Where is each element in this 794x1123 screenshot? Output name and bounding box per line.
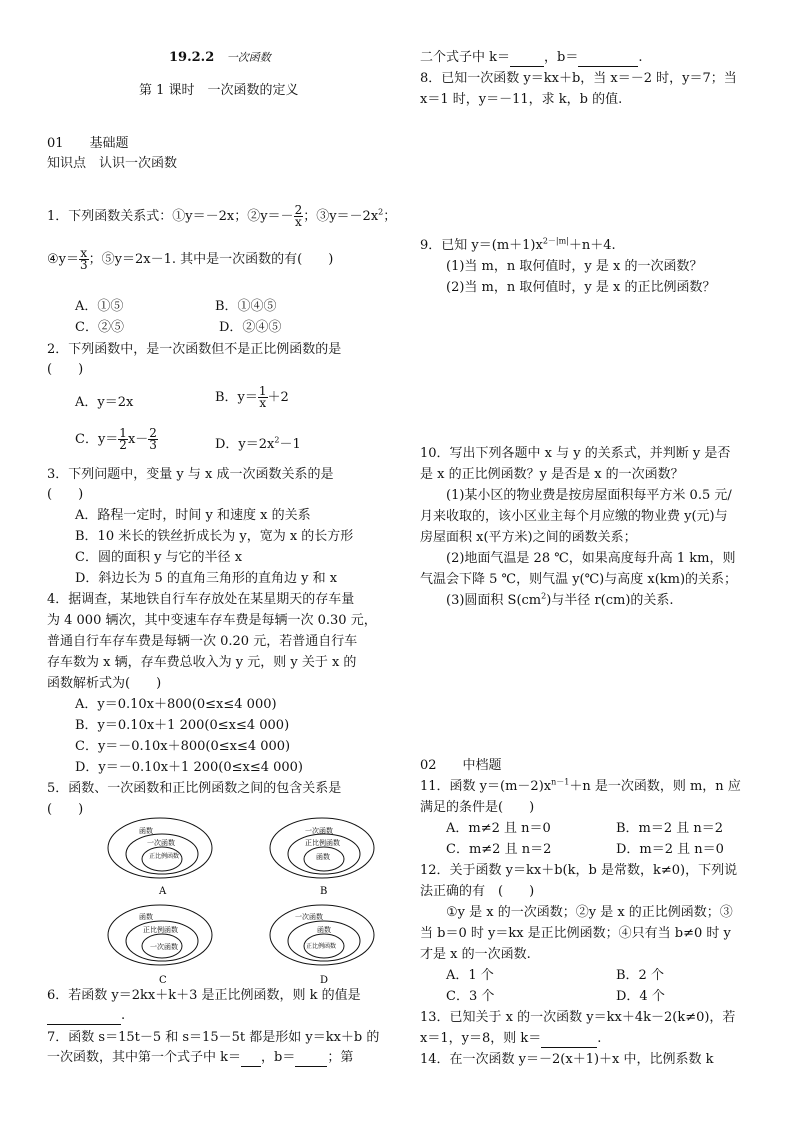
diagram-c-outer-label: 函数 — [139, 913, 153, 921]
q9-line1 — [420, 237, 616, 255]
diagram-d[interactable] — [270, 905, 374, 986]
q2-line1: 2．下列函数中，是一次函数但不是正比例函数的是 — [47, 342, 342, 357]
q4-line3: 普通自行车存车费是每辆一次 0.20 元，若普通自行车 — [47, 634, 358, 649]
q9-sub1: (1)当 m，n 取何值时，y 是 x 的一次函数？ — [446, 259, 703, 274]
q10-line6: (2)地面气温是 28 ℃，如果高度每升高 1 km，则 — [446, 551, 736, 566]
diagram-b[interactable] — [270, 818, 374, 897]
q12-option-c[interactable]: C．3 个 — [446, 989, 495, 1004]
q4-option-b[interactable]: B．y＝0.10x＋1 200(0≤x≤4 000) — [75, 718, 290, 733]
q9-sub2: (2)当 m，n 取何值时，y 是 x 的正比例函数？ — [446, 280, 716, 295]
q2-option-c[interactable] — [75, 428, 158, 451]
q6-line2 — [47, 1007, 125, 1025]
q11-text-a: 11．函数 y＝(m－2)x — [420, 779, 552, 794]
q2-option-d-text: D．y＝2x — [215, 437, 275, 452]
q7-line2 — [47, 1049, 353, 1067]
q12-line5: 才是 x 的一次函数. — [420, 947, 531, 962]
q12-line4: 当 b＝0 时 y＝kx 是正比例函数；④只有当 b≠0 时 y — [420, 926, 731, 941]
q11-line1 — [420, 778, 741, 796]
q4-option-a[interactable]: A．y＝0.10x＋800(0≤x≤4 000) — [75, 697, 277, 712]
q2-option-b-text: B．y＝ — [215, 390, 258, 405]
diagram-a-letter: A — [159, 886, 167, 897]
q4-line1: 4．据调查，某地铁自行车存放处在某星期天的存车量 — [47, 592, 355, 607]
q2-option-c-fraction-1: $\frac{1}{2}$ — [119, 426, 127, 452]
q1-text-c: ； — [383, 209, 397, 224]
q3-option-b[interactable]: B．10 米长的铁丝折成长为 y，宽为 x 的长方形 — [75, 529, 354, 544]
q5-line2: ( ) — [47, 802, 84, 817]
q10-line2: 是 x 的正比例函数？y 是否是 x 的一次函数？ — [420, 467, 684, 482]
q9-text-a: 9．已知 y＝(m＋1)x — [420, 238, 543, 253]
q2-option-d-tail: －1 — [279, 437, 301, 452]
q5-line1: 5．函数、一次函数和正比例函数之间的包含关系是 — [47, 781, 342, 796]
q8-line2: x＝1 时，y＝－11，求 k，b 的值. — [420, 92, 623, 107]
q1-exponent: 2 — [378, 207, 384, 217]
q7-line3 — [420, 49, 642, 67]
q7-first-k-blank[interactable] — [241, 1052, 261, 1067]
q10-line8-text-a: (3)圆面积 S(cm — [446, 593, 542, 608]
diagram-c[interactable] — [108, 905, 212, 986]
q11-option-a[interactable]: A．m≠2 且 n＝0 — [446, 821, 551, 836]
q12-option-a[interactable]: A．1 个 — [446, 968, 494, 983]
q3-option-a[interactable]: A．路程一定时，时间 y 和速度 x 的关系 — [75, 508, 311, 523]
lesson-title: 第 1 课时 一次函数的定义 — [139, 83, 299, 98]
q2-option-c-text: C．y＝ — [75, 432, 119, 447]
q13-line1: 13．已知关于 x 的一次函数 y＝kx＋4k－2(k≠0)，若 — [420, 1010, 736, 1025]
q1-line1 — [47, 205, 396, 228]
q1-option-a[interactable]: A．①⑤ — [75, 299, 124, 314]
q10-line8 — [446, 592, 674, 610]
diagram-d-outer-label: 一次函数 — [295, 913, 323, 921]
q6-answer-blank[interactable] — [47, 1010, 121, 1025]
q7-second-k-blank[interactable] — [510, 52, 544, 67]
q10-line4: 月来收取的，该小区业主每个月应缴的物业费 y(元)与 — [420, 509, 728, 524]
q3-line1: 3．下列问题中，变量 y 与 x 成一次函数关系的是 — [47, 467, 334, 482]
q12-line3: ①y 是 x 的一次函数；②y 是 x 的正比例函数；③ — [446, 905, 733, 920]
q11-option-d[interactable]: D．m＝2 且 n＝0 — [616, 842, 724, 857]
q2-option-b-fraction: $\frac{1}{x}$ — [258, 384, 267, 410]
q1-fraction-1: $\frac{2}{x}$ — [294, 203, 303, 229]
page-header — [169, 49, 271, 67]
q10-line3: (1)某小区的物业费是按房屋面积每平方米 0.5 元/ — [446, 488, 732, 503]
q7-second-b-blank[interactable] — [578, 52, 638, 67]
diagram-d-letter: D — [320, 975, 329, 986]
q12-line1: 12．关于函数 y＝kx＋b(k，b 是常数，k≠0)，下列说 — [420, 863, 738, 878]
q1-line2 — [47, 248, 333, 271]
q7-line3-text-a: 二个式子中 k＝ — [420, 50, 511, 65]
q5-diagrams — [107, 815, 377, 987]
q4-line2: 为 4 000 辆次，其中变速车存车费是每辆一次 0.30 元， — [47, 613, 377, 628]
q9-text-b: ＋n＋4. — [568, 238, 616, 253]
q12-line2: 法正确的有 ( ) — [420, 884, 535, 899]
q1-text-d: ④y＝ — [47, 252, 79, 267]
q11-option-c[interactable]: C．m≠2 且 n＝2 — [446, 842, 552, 857]
diagram-d-middle-label: 函数 — [317, 926, 331, 934]
q6-line2-end: . — [121, 1008, 126, 1023]
q13-line2 — [420, 1030, 601, 1048]
q1-fraction-2: $\frac{x}{3}$ — [80, 246, 88, 272]
diagram-b-outer-label: 一次函数 — [305, 827, 333, 835]
q7-first-b-blank[interactable] — [295, 1052, 327, 1067]
knowledge-point: 知识点 认识一次函数 — [47, 156, 178, 171]
section-basic: 01 基础题 — [47, 136, 129, 151]
q1-text-e: ；⑤y＝2x－1. 其中是一次函数的有( ) — [88, 252, 334, 267]
q10-line5: 房屋面积 x(平方米)之间的函数关系； — [420, 530, 637, 545]
q9-exponent: 2－|m| — [542, 236, 569, 246]
q12-option-d[interactable]: D．4 个 — [616, 989, 665, 1004]
diagram-c-letter: C — [159, 975, 167, 986]
q2-option-c-fraction-2: $\frac{2}{3}$ — [149, 426, 157, 452]
diagram-a-outer-label: 函数 — [139, 827, 153, 835]
q7-line2-text-b: ，b＝ — [261, 1050, 296, 1065]
q4-option-c[interactable]: C．y＝－0.10x＋800(0≤x≤4 000) — [75, 739, 291, 754]
q7-line3-text-b: ，b＝ — [544, 50, 579, 65]
q7-line1: 7．函数 s＝15t－5 和 s＝15－5t 都是形如 y＝kx＋b 的 — [47, 1030, 380, 1045]
q6-line1: 6．若函数 y＝2kx＋k＋3 是正比例函数，则 k 的值是 — [47, 988, 361, 1003]
diagram-b-letter: B — [320, 886, 328, 897]
diagram-b-inner-label: 函数 — [316, 853, 330, 861]
diagram-b-middle-label: 正比例函数 — [305, 839, 340, 847]
q8-line1: 8．已知一次函数 y＝kx＋b，当 x＝－2 时，y＝7；当 — [420, 71, 737, 86]
q4-option-d[interactable]: D．y＝－0.10x＋1 200(0≤x≤4 000) — [75, 760, 304, 775]
q2-option-b-tail: ＋2 — [267, 390, 289, 405]
q3-option-c[interactable]: C．圆的面积 y 与它的半径 x — [75, 550, 243, 565]
q11-text-b: ＋n 是一次函数，则 m，n 应 — [569, 779, 741, 794]
q10-line7: 气温会下降 5 ℃，则气温 y(℃)与高度 x(km)的关系； — [420, 572, 738, 587]
q12-option-b[interactable]: B．2 个 — [616, 968, 664, 983]
q2-option-c-mid: x－ — [127, 432, 149, 447]
q2-option-a[interactable]: A．y＝2x — [75, 395, 134, 410]
q7-line2-text-a: 一次函数，其中第一个式子中 k＝ — [47, 1050, 242, 1065]
q4-line4: 存车数为 x 辆，存车费总收入为 y 元，则 y 关于 x 的 — [47, 655, 357, 670]
diagram-a-inner-label: 正比例函数 — [149, 853, 180, 860]
q1-text-b: ；③y＝－2x — [303, 209, 379, 224]
q1-option-d[interactable]: D．②④⑤ — [219, 320, 282, 335]
q2-option-b[interactable] — [215, 386, 289, 409]
q11-option-b[interactable]: B．m＝2 且 n＝2 — [616, 821, 724, 836]
diagram-a-middle-label: 一次函数 — [147, 839, 175, 847]
q10-line8-exponent: 2 — [541, 591, 547, 601]
q7-line3-text-c: . — [638, 50, 643, 65]
q2-option-d-exponent: 2 — [274, 435, 280, 445]
q11-line2: 满足的条件是( ) — [420, 800, 535, 815]
q3-option-d[interactable]: D．斜边长为 5 的直角三角形的直角边 y 和 x — [75, 571, 338, 586]
q11-exponent: n－1 — [551, 777, 570, 787]
diagram-c-middle-label: 正比例函数 — [143, 926, 178, 934]
q13-line2-end: . — [597, 1031, 602, 1046]
section-mid: 02 中档题 — [420, 758, 502, 773]
q1-option-c[interactable]: C．②⑤ — [75, 320, 124, 335]
q13-answer-blank[interactable] — [541, 1033, 597, 1048]
q2-option-d[interactable] — [215, 436, 301, 454]
q14-line1: 14．在一次函数 y＝－2(x＋1)＋x 中，比例系数 k — [420, 1052, 714, 1067]
section-topic: 一次函数 — [226, 51, 271, 64]
q10-line8-text-b: )与半径 r(cm)的关系. — [546, 593, 674, 608]
q4-line5: 函数解析式为( ) — [47, 676, 162, 691]
diagram-c-inner-label: 一次函数 — [150, 943, 178, 951]
diagram-d-inner-label: 正比例函数 — [306, 943, 337, 950]
q7-line2-text-c: ；第 — [327, 1050, 354, 1065]
q3-line2: ( ) — [47, 487, 84, 502]
q13-line2-text: x＝1，y＝8，则 k＝ — [420, 1031, 542, 1046]
diagram-a[interactable] — [108, 818, 212, 897]
q10-line1: 10．写出下列各题中 x 与 y 的关系式，并判断 y 是否 — [420, 446, 731, 461]
q2-line2: ( ) — [47, 362, 84, 377]
q1-option-b[interactable]: B．①④⑤ — [215, 299, 277, 314]
q1-text-a: 1．下列函数关系式：①y＝－2x；②y＝－ — [47, 209, 294, 224]
section-number: 19.2.2 — [169, 50, 215, 65]
